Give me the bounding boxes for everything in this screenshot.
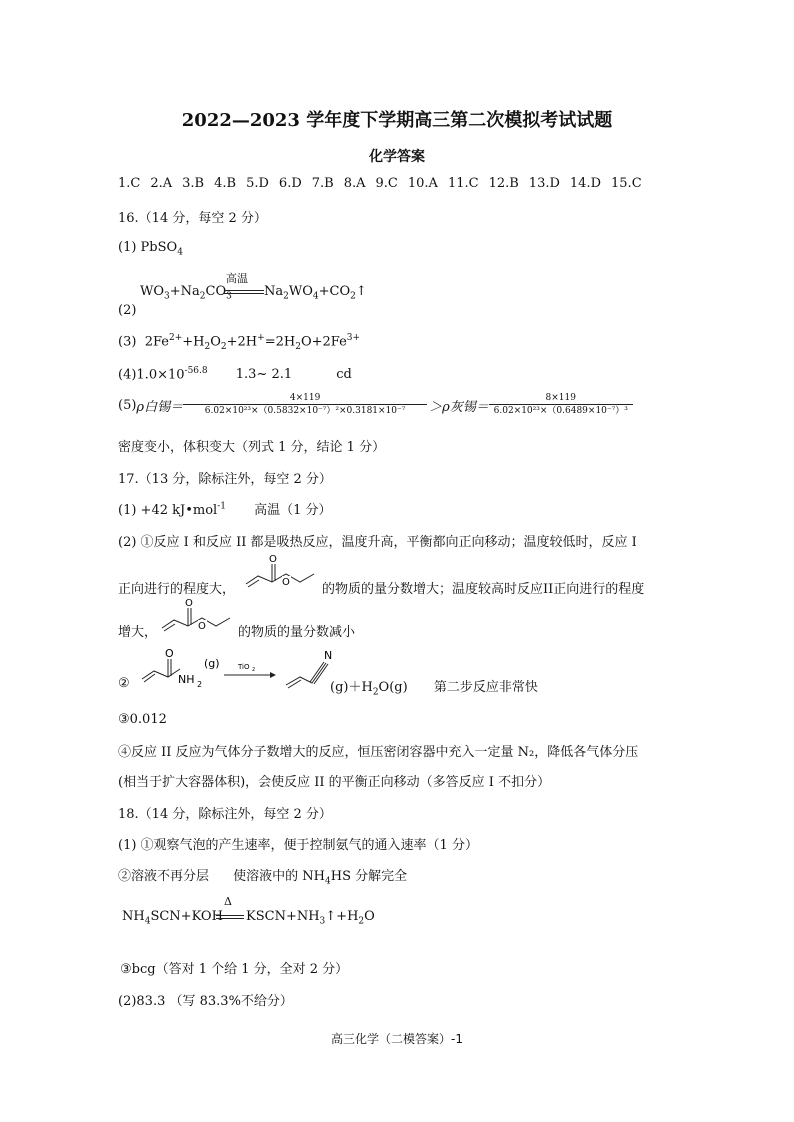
fraction-grey-tin: $\frac{8\times 119}{\text{6.02×10²³×（0.6489×10⁻⁷）³}}$ [489, 393, 633, 417]
choice-answer: 4.B [214, 176, 237, 191]
choice-answer: 5.D [246, 176, 269, 191]
q16-p3: (3) $2Fe^{2+}+H_2O_2+2H^+=2H_2O+2Fe^{3+}$ [118, 333, 361, 352]
svg-text:2: 2 [197, 680, 203, 689]
q17-p2-line1: (2) ①反应 I 和反应 II 都是吸热反应，温度升高，平衡都向正向移动；温度较低时，反应 I [118, 535, 637, 550]
page-footer: 高三化学（二模答案）-1 [331, 1032, 463, 1046]
q17-p3: ③0.012 [118, 712, 167, 727]
svg-text:N: N [324, 649, 333, 662]
q16-p5: (5) ρ白锡＝ $\frac{4\times 119}{\text{6.02×10²³×（0.5832×10⁻⁷）²×0.3181×10⁻⁷}}$ ＞ ρ灰锡＝ $\frac{8\times 119}{\text{6.02×10²³×（0.6489×10⁻⁷）³}}$ [118, 393, 633, 417]
q18-p4: (2)83.3 （写 83.3%不给分） [118, 994, 293, 1009]
q18-p2: ②溶液不再分层 使溶液中的 $NH_4HS$ 分解完全 [118, 869, 408, 887]
equals-sign [216, 912, 244, 922]
choice-answer: 10.A [407, 176, 438, 191]
ethyl-acrylate-structure-2 [160, 596, 238, 636]
q17-p2-line2b: 的物质的量分数增大；温度较高时反应II正向进行的程度 [322, 582, 645, 597]
choice-answers [118, 176, 652, 191]
page-title: 2022—2023 学年度下学期高三第二次模拟考试试题 [181, 110, 613, 131]
choice-answer: 9.C [375, 176, 398, 191]
fraction-white-tin: $\frac{4\times 119}{\text{6.02×10²³×（0.5832×10⁻⁷）²×0.3181×10⁻⁷}}$ [183, 393, 427, 417]
q16-p2-label: (2) [118, 303, 137, 318]
q17-p4-line1: ④反应 II 反应为气体分子数增大的反应，恒压密闭容器中充入一定量 N₂，降低各气体分压 [118, 745, 639, 760]
q17-heading: 17.（13 分，除标注外，每空 2 分） [118, 472, 332, 487]
page-subtitle: 化学答案 [369, 149, 425, 165]
q17-p2-line2a: 正向进行的程度大， [118, 582, 236, 597]
q17-p4-line2: (相当于扩大容器体积)，会使反应 II 的平衡正向移动（多答反应 I 不扣分） [118, 775, 551, 790]
choice-answer: 13.D [528, 176, 560, 191]
choice-answer: 12.B [488, 176, 519, 191]
q17-p2-2-label: ② [118, 676, 130, 691]
q18-equation: $NH_4SCN+KOH$ Δ $KSCN+NH_3↑+H_2O$ [122, 895, 375, 927]
q16-p4: $(4)1.0\times 10^{-56.8}$ 1.3~ 2.1 cd [118, 366, 352, 383]
choice-answer: 8.A [343, 176, 366, 191]
choice-answer: 15.C [611, 176, 642, 191]
svg-text:TiO: TiO [238, 663, 250, 671]
q16-p1: (1) PbSO$_4$ [118, 240, 183, 258]
q18-p1: (1) ①观察气泡的产生速率，便于控制氨气的通入速率（1 分） [118, 838, 478, 853]
svg-text:(g): (g) [204, 657, 220, 670]
q16-p5-note: 密度变小，体积变大（列式 1 分，结论 1 分） [118, 440, 386, 455]
q16-equation-2: $WO_3+Na_2CO_3$ 高温 $Na_2WO_4+CO_2↑$ [140, 272, 367, 302]
q18-heading: 18.（14 分，除标注外，每空 2 分） [118, 807, 332, 822]
condition-heat: Δ [224, 895, 232, 908]
q18-p3: ③bcg（答对 1 个给 1 分，全对 2 分） [120, 962, 349, 977]
equals-sign [224, 287, 264, 297]
svg-text:NH: NH [178, 673, 195, 686]
choice-answer: 14.D [569, 176, 602, 191]
svg-text:O: O [165, 647, 174, 660]
svg-text:2: 2 [252, 667, 256, 673]
choice-answer: 7.B [311, 176, 334, 191]
svg-text:O: O [282, 577, 290, 588]
q17-p2-line3a: 增大， [118, 625, 158, 640]
q16-heading: 16.（14 分，每空 2 分） [118, 211, 267, 226]
q17-p2-2-products: $(g)+H_2O(g)$ 第二步反应非常快 [330, 680, 538, 698]
ethyl-acrylate-structure-1 [244, 552, 322, 592]
q17-p2-line3b: 的物质的量分数减小 [238, 625, 356, 640]
q17-p1: (1) +42 kJ•mol$^{-1}$ 高温（1 分） [118, 501, 332, 518]
condition-high-temp: 高温 [226, 272, 248, 285]
choice-answer: 1.C [118, 176, 141, 191]
choice-answer: 6.D [278, 176, 302, 191]
choice-answer: 3.B [182, 176, 205, 191]
svg-text:O: O [185, 598, 193, 609]
svg-text:O: O [269, 554, 277, 565]
gas-up-arrow-icon: ↑ [355, 284, 367, 299]
svg-text:O: O [198, 621, 206, 632]
choice-answer: 2.A [150, 176, 173, 191]
choice-answer: 11.C [447, 176, 479, 191]
